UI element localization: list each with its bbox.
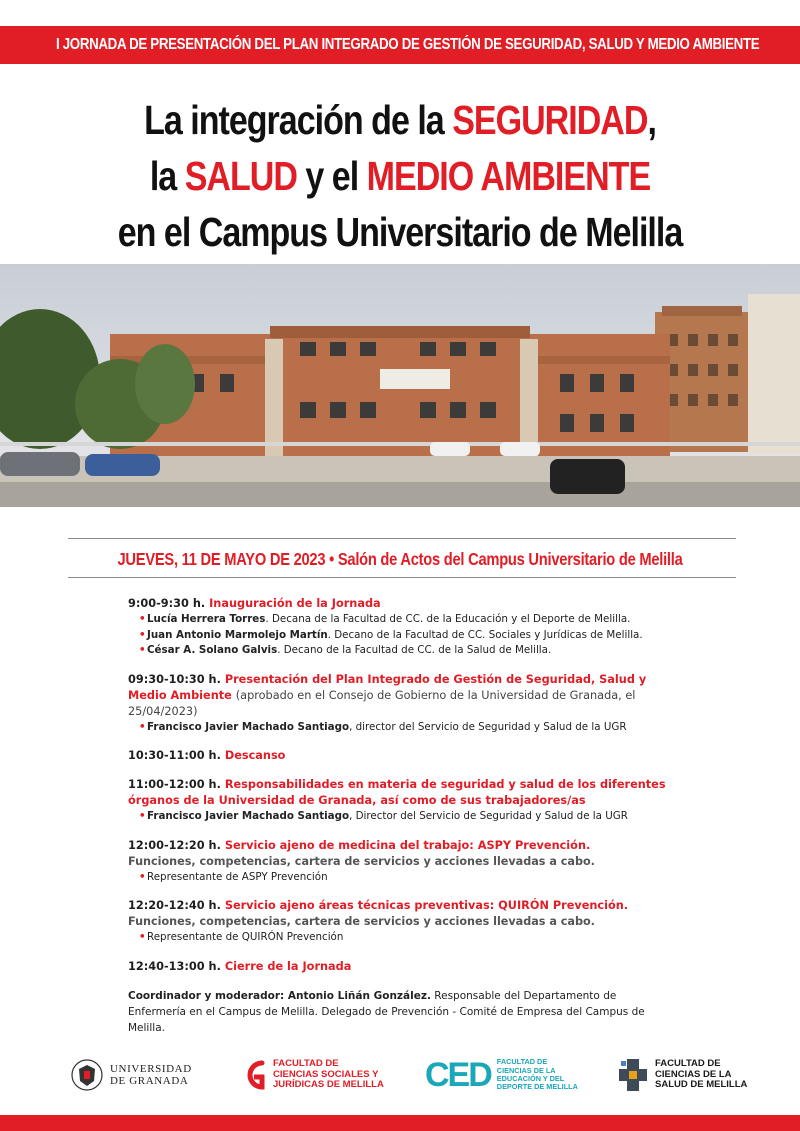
speaker-item: • Francisco Javier Machado Santiago, Director del Servicio de Seguridad y Salud de la UGR	[128, 809, 668, 825]
session-inauguracion: 9:00-9:30 h. Inauguración de la Jornada • Lucía Herrera Torres. Decana de la Facultad de CC. de la Educación y el Deporte de Melilla. • Juan Antonio Marmolejo Martín. Decano de la Facultad de CC. Sociales y Jurídicas de Melilla. • César A. Solano Galvis. Decano de la Facultad de CC. de la Salud de Melilla.	[128, 596, 668, 659]
fcsj-mark-icon	[242, 1057, 268, 1093]
headline-line-2: la SALUD y el MEDIO AMBIENTE	[149, 153, 651, 199]
speaker-item: • Representante de ASPY Prevención	[128, 870, 668, 886]
event-series-title: I JORNADA DE PRESENTACIÓN DEL PLAN INTEGRADO DE GESTIÓN DE SEGURIDAD, SALUD Y MEDIO AMBIENTE	[56, 36, 760, 53]
coordinator-note: Coordinador y moderador: Antonio Liñán González. Responsable del Departamento de Enfermería en el Campus de Melilla. Delegado de Prevención - Comité de Empresa del Campus de Melilla.	[128, 989, 645, 1034]
speaker-item: • César A. Solano Galvis. Decano de la Facultad de CC. de la Salud de Melilla.	[128, 643, 668, 659]
event-dateline: JUEVES, 11 DE MAYO DE 2023 • Salón de Actos del Campus Universitario de Melilla	[117, 549, 683, 569]
divider-bottom	[68, 577, 736, 578]
session-descanso: 10:30-11:00 h. Descanso	[128, 749, 286, 762]
speaker-item: • Francisco Javier Machado Santiago, director del Servicio de Seguridad y Salud de la UGR	[128, 720, 668, 736]
session-aspy: 12:00-12:20 h. Servicio ajeno de medicina del trabajo: ASPY Prevención. Funciones, competencias, cartera de servicios y acciones llevadas a cabo. • Representante de ASPY Prevención	[128, 838, 668, 886]
session-responsabilidades: 11:00-12:00 h. Responsabilidades en materia de seguridad y salud de los diferentes órganos de la Universidad de Granada, así como de sus trabajadores/as • Francisco Javier Machado Santiago, Director del Servicio de Seguridad y Salud de la UGR	[128, 777, 668, 825]
speaker-item: • Juan Antonio Marmolejo Martín. Decano de la Facultad de CC. Sociales y Jurídicas de Melilla.	[128, 628, 668, 644]
fced-logo: CED FACULTAD DE CIENCIAS DE LA EDUCACIÓN Y DEL DEPORTE DE MELILLA	[425, 1055, 578, 1094]
speaker-item: • Lucía Herrera Torres. Decana de la Facultad de CC. de la Educación y el Deporte de Melilla.	[128, 612, 668, 628]
divider-top	[68, 538, 736, 539]
session-subtitle: Funciones, competencias, cartera de servicios y acciones llevadas a cabo.	[128, 915, 595, 928]
main-headline	[0, 92, 800, 260]
ugr-logo: UNIVERSIDAD DE GRANADA	[70, 1050, 192, 1100]
header-band	[0, 26, 800, 64]
session-presentacion-plan: 09:30-10:30 h. Presentación del Plan Integrado de Gestión de Seguridad, Salud y Medio Ambiente (aprobado en el Consejo de Gobierno de la Universidad de Granada, el 25/04/2023) • Francisco Javier Machado Santiago, director del Servicio de Seguridad y Salud de la UGR	[128, 672, 668, 736]
fcs-cross-icon	[618, 1057, 648, 1093]
speaker-item: • Representante de QUIRÓN Prevención	[128, 930, 668, 946]
footer-logos	[0, 1050, 800, 1100]
session-quiron: 12:20-12:40 h. Servicio ajeno áreas técnicas preventivas: QUIRÓN Prevención. Funciones, competencias, cartera de servicios y acciones llevadas a cabo. • Representante de QUIRÓN Prevención	[128, 898, 668, 946]
session-subtitle: Funciones, competencias, cartera de servicios y acciones llevadas a cabo.	[128, 854, 595, 868]
headline-line-3: en el Campus Universitario de Melilla	[117, 209, 683, 255]
ugr-crest-icon	[70, 1057, 104, 1093]
fcsj-logo: FACULTAD DE CIENCIAS SOCIALES Y JURÍDICAS DE MELILLA	[242, 1050, 384, 1100]
headline-line-1: La integración de la SEGURIDAD,	[144, 97, 656, 143]
program-schedule	[128, 596, 668, 1036]
fcs-logo: FACULTAD DE CIENCIAS DE LA SALUD DE MELILLA	[618, 1050, 747, 1100]
footer-band	[0, 1115, 800, 1131]
session-cierre: 12:40-13:00 h. Cierre de la Jornada	[128, 959, 352, 973]
campus-photo	[0, 264, 800, 507]
